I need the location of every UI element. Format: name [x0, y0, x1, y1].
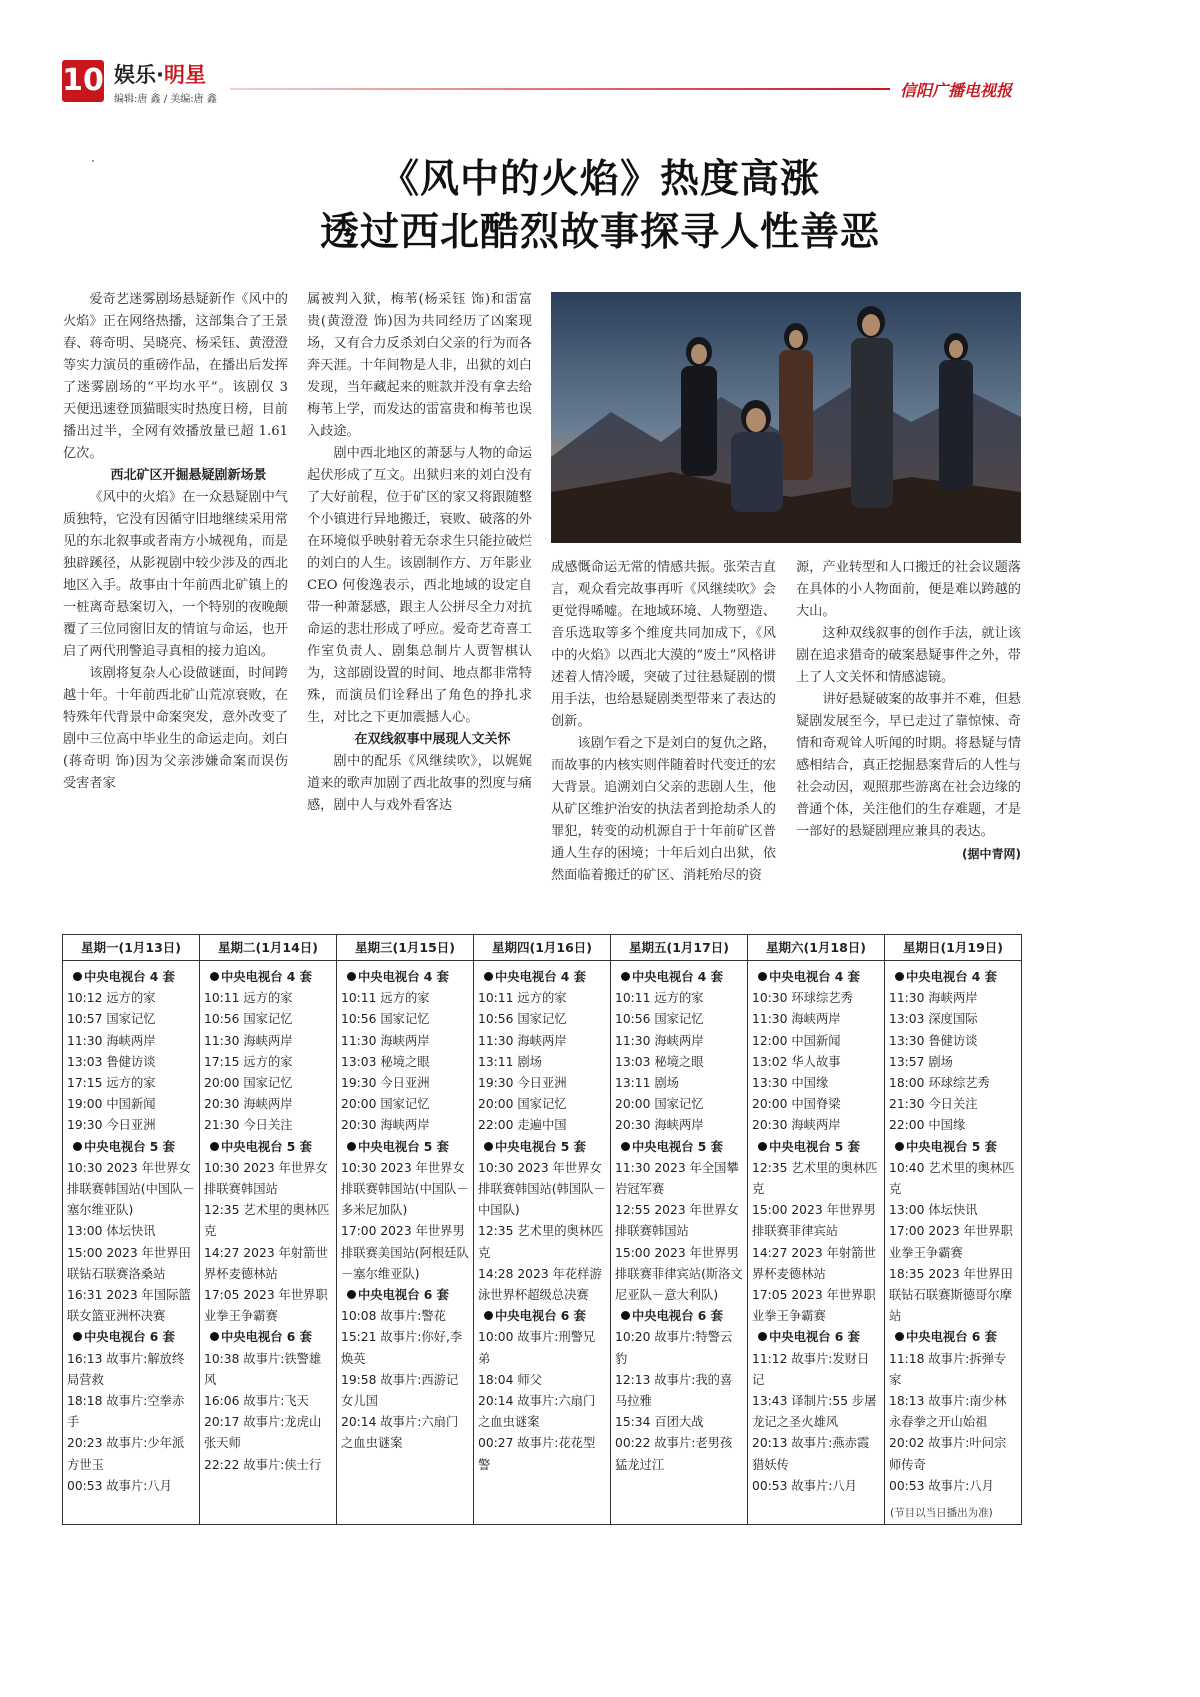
program-listing: 10:20 故事片:特警云豹 — [615, 1330, 733, 1366]
program-listing: 10:30 2023 年世界女排联赛韩国站 — [204, 1160, 328, 1197]
program-listing: 17:00 2023 年世界职业拳王争霸赛 — [889, 1224, 1013, 1260]
newspaper-name: 信阳广播电视报 — [900, 81, 1013, 100]
subhead-northwest-mining: 西北矿区开掘悬疑剧新场景 — [110, 468, 267, 483]
program-listing: 10:30 2023 年世界女排联赛韩国站(中国队－多米尼加队) — [341, 1160, 469, 1218]
channel-name: 中央电视台 5 套 — [358, 1139, 449, 1154]
program-listing: 19:00 中国新闻 — [67, 1097, 156, 1112]
channel-heading — [347, 1285, 469, 1306]
program-listing: 00:53 故事片:八月 — [752, 1478, 857, 1493]
bullet-dot-icon — [621, 972, 630, 981]
program-listing: 20:14 故事片:六扇门之血虫谜案 — [341, 1415, 459, 1451]
program-listing: 21:30 今日关注 — [204, 1118, 293, 1133]
program-listing: 13:30 中国缘 — [752, 1076, 829, 1091]
article-paragraph: 该剧乍看之下是刘白的复仇之路，而故事的内核实则伴随着时代变迁的宏大背景。追溯刘白父亲的悲剧人生，他从矿区维护治安的执法者到抢劫杀人的罪犯，转变的动机源自于十年前矿区普通人生存的困境；十年后刘白出狱，依然面临着搬迁的矿区、消耗殆尽的资 — [551, 736, 776, 883]
article-paragraph: 属被判入狱，梅苇(杨采钰 饰)和雷富贵(黄澄澄 饰)因为共同经历了凶案现场，又有合力反杀刘白父亲的行为而各奔天涯。十年间物是人非，出狱的刘白发现，当年藏起来的赃款并没有拿去给梅苇上学，而发达的雷富贵和梅苇也误入歧途。 — [307, 292, 532, 439]
channel-heading — [621, 967, 743, 988]
bullet-dot-icon — [621, 1311, 630, 1320]
bullet-dot-icon — [484, 972, 493, 981]
article-paragraph: 讲好悬疑破案的故事并不难，但悬疑剧发展至今，早已走过了靠惊悚、奇情和奇观耸人听闻的时期。将悬疑与情感相结合，真正挖掘悬案背后的人性与社会动因，观照那些游离在社会边缘的普通个体，关注他们的生存难题，才是一部好的悬疑剧理应兼具的表达。 — [796, 692, 1021, 839]
bullet-dot-icon — [758, 1332, 767, 1341]
program-listing: 20:00 国家记忆 — [615, 1097, 704, 1112]
day-cell-sun — [885, 961, 1022, 1525]
program-listing: 20:23 故事片:少年派方世玉 — [67, 1436, 185, 1472]
schedule-body-row — [63, 961, 1022, 1525]
day-header-wed: 星期三(1月15日) — [337, 935, 474, 961]
program-listing: 11:30 海峡两岸 — [615, 1033, 704, 1048]
channel-name: 中央电视台 6 套 — [221, 1330, 312, 1345]
channel-heading — [621, 1137, 743, 1158]
bullet-dot-icon — [73, 1332, 82, 1341]
article-column-2 — [307, 289, 532, 817]
program-listing: 13:03 秘境之眼 — [341, 1054, 430, 1069]
schedule-note: (节目以当日播出为准) — [890, 1507, 993, 1519]
program-listing: 17:05 2023 年世界职业拳王争霸赛 — [204, 1288, 328, 1324]
article-paragraph: 成感慨命运无常的情感共振。张荣吉直言，观众看完故事再听《风继续吹》会更觉得唏嘘。在地域环境、人物塑造、音乐选取等多个维度共同加成下，《风中的火焰》以西北大漠的“废土”风格讲述着人情冷暖，突破了过往悬疑剧的惯用手法，也给悬疑剧类型带来了表达的创新。 — [551, 560, 776, 729]
program-listing: 16:06 故事片:飞天 — [204, 1394, 309, 1409]
program-listing: 22:22 故事片:侠士行 — [204, 1457, 322, 1472]
program-listing: 15:34 百团大战 — [615, 1415, 704, 1430]
channel-name: 中央电视台 4 套 — [769, 970, 860, 984]
program-listing: 14:27 2023 年射箭世界杯麦德林站 — [204, 1245, 328, 1281]
channel-heading — [484, 1137, 606, 1158]
program-listing: 17:00 2023 年世界男排联赛美国站(阿根廷队－塞尔维亚队) — [341, 1224, 469, 1281]
section-title — [114, 59, 206, 89]
bullet-dot-icon — [895, 1332, 904, 1341]
program-listing: 19:58 故事片:西游记女儿国 — [341, 1372, 459, 1409]
article-paragraph: 剧中西北地区的萧瑟与人物的命运起伏形成了互文。出狱归来的刘白没有了大好前程，位于矿区的家又将跟随整个小镇进行异地搬迁，衰败、破落的外在环境似乎映射着无奈求生只能拉破烂的刘白的人生。该剧制作方、万年影业CEO 何俊逸表示，西北地域的设定自带一种萧瑟感，跟主人公拼尽全力对抗命运的悲壮形成了呼应。爱奇艺奇喜工作室负责人、剧集总制片人贾智棋认为，这部剧设置的时间、地点都非常特殊，而演员们诠释出了角色的挣扎求生，对比之下更加震撼人心。 — [307, 446, 532, 725]
program-listing: 10:56 国家记忆 — [204, 1012, 293, 1027]
program-listing: 14:28 2023 年花样游泳世界杯超级总决赛 — [478, 1266, 602, 1303]
channel-name: 中央电视台 4 套 — [358, 970, 449, 984]
channel-heading — [758, 967, 880, 988]
program-listing: 20:14 故事片:六扇门之血虫谜案 — [478, 1394, 596, 1430]
channel-heading — [895, 967, 1017, 988]
program-listing: 20:30 海峡两岸 — [615, 1118, 704, 1133]
day-header-sun: 星期日(1月19日) — [885, 935, 1022, 961]
article-source: (据中青网) — [962, 847, 1021, 861]
program-listing: 10:56 国家记忆 — [478, 1012, 567, 1027]
program-listing: 22:00 走遍中国 — [478, 1118, 567, 1133]
program-listing: 19:30 今日亚洲 — [67, 1118, 156, 1133]
program-listing: 10:11 远方的家 — [204, 991, 293, 1006]
program-listing: 10:11 远方的家 — [341, 991, 430, 1006]
bullet-dot-icon — [73, 972, 82, 981]
subhead-dual-narrative: 在双线叙事中展现人文关怀 — [354, 732, 511, 747]
program-listing: 11:30 海峡两岸 — [752, 1012, 841, 1027]
program-listing: 13:03 秘境之眼 — [615, 1054, 704, 1069]
program-listing: 20:13 故事片:燕赤霞猎妖传 — [752, 1436, 870, 1472]
program-listing: 20:30 海峡两岸 — [341, 1118, 430, 1133]
bullet-dot-icon — [347, 1290, 356, 1299]
bullet-dot-icon — [210, 972, 219, 981]
bullet-dot-icon — [210, 1142, 219, 1151]
channel-heading — [210, 1327, 332, 1348]
channel-name: 中央电视台 6 套 — [632, 1309, 723, 1324]
program-listing: 15:00 2023 年世界男排联赛菲律宾站 — [752, 1203, 876, 1239]
program-listing: 13:30 鲁健访谈 — [889, 1033, 978, 1048]
schedule-header-row — [63, 935, 1022, 961]
header-divider — [230, 88, 890, 90]
channel-name: 中央电视台 6 套 — [84, 1330, 175, 1345]
program-listing: 10:30 2023 年世界女排联赛韩国站(中国队－塞尔维亚队) — [67, 1160, 195, 1218]
bullet-dot-icon — [758, 1142, 767, 1151]
program-listing: 20:00 中国脊梁 — [752, 1097, 841, 1112]
article-paragraph: 爱奇艺迷雾剧场悬疑新作《风中的火焰》正在网络热播，这部集合了王景春、蒋奇明、吴晓亮、杨采钰、黄澄澄等实力演员的重磅作品，在播出后发挥了迷雾剧场的“平均水平”。该剧仅 3 天便迅速登顶猫眼实时热度日榜，目前播出过半，全网有效播放量已超 1.61 亿次。 — [63, 292, 288, 461]
article-paragraph: 源，产业转型和人口搬迁的社会议题落在具体的小人物面前，便是难以跨越的大山。 — [796, 560, 1021, 619]
channel-heading — [895, 1327, 1017, 1348]
program-listing: 10:40 艺术里的奥林匹克 — [889, 1160, 1015, 1197]
program-listing: 11:18 故事片:拆弹专家 — [889, 1351, 1007, 1387]
article-column-4 — [796, 557, 1021, 865]
bullet-dot-icon — [621, 1142, 630, 1151]
headline-line-1: 《风中的火焰》热度高涨 — [379, 157, 820, 202]
bullet-dot-icon — [758, 972, 767, 981]
program-listing: 11:30 2023 年全国攀岩冠军赛 — [615, 1160, 739, 1197]
program-listing: 10:38 故事片:铁警雄风 — [204, 1351, 322, 1387]
program-listing: 18:35 2023 年世界田联钻石联赛斯德哥尔摩站 — [889, 1266, 1013, 1324]
program-listing: 10:30 2023 年世界女排联赛韩国站(韩国队－中国队) — [478, 1160, 606, 1218]
article-column-1 — [63, 289, 288, 795]
program-listing: 18:00 环球综艺秀 — [889, 1076, 990, 1091]
bullet-dot-icon — [895, 1142, 904, 1151]
program-listing: 10:00 故事片:刑警兄弟 — [478, 1330, 596, 1366]
program-listing: 10:11 远方的家 — [478, 991, 567, 1006]
program-listing: 11:12 故事片:发财日记 — [752, 1351, 870, 1387]
program-listing: 16:13 故事片:解放终局营救 — [67, 1351, 185, 1387]
program-listing: 11:30 海峡两岸 — [67, 1033, 156, 1048]
channel-name: 中央电视台 4 套 — [632, 970, 723, 984]
program-listing: 12:00 中国新闻 — [752, 1033, 841, 1048]
headline-line-2: 透过西北酷烈故事探寻人性善恶 — [319, 210, 880, 255]
channel-name: 中央电视台 4 套 — [906, 970, 997, 984]
program-listing: 17:15 远方的家 — [204, 1054, 293, 1069]
program-listing: 13:02 华人故事 — [752, 1054, 841, 1069]
program-listing: 10:11 远方的家 — [615, 991, 704, 1006]
program-listing: 17:15 远方的家 — [67, 1076, 156, 1091]
channel-name: 中央电视台 5 套 — [495, 1139, 586, 1154]
bullet-dot-icon — [210, 1332, 219, 1341]
drama-still-illustration — [551, 292, 1021, 543]
bullet-dot-icon — [484, 1142, 493, 1151]
program-listing: 12:35 艺术里的奥林匹克 — [478, 1224, 604, 1260]
program-listing: 10:12 远方的家 — [67, 991, 156, 1006]
program-listing: 13:11 剧场 — [615, 1076, 679, 1091]
bullet-dot-icon — [484, 1311, 493, 1320]
program-listing: 10:56 国家记忆 — [615, 1012, 704, 1027]
program-listing: 00:53 故事片:八月 — [67, 1478, 172, 1493]
article-column-3 — [551, 557, 776, 887]
channel-name: 中央电视台 4 套 — [495, 970, 586, 984]
program-listing: 20:02 故事片:叶问宗师传奇 — [889, 1436, 1007, 1472]
channel-name: 中央电视台 5 套 — [632, 1139, 723, 1154]
channel-name: 中央电视台 5 套 — [769, 1139, 860, 1154]
channel-name: 中央电视台 6 套 — [358, 1288, 449, 1303]
day-header-mon: 星期一(1月13日) — [63, 935, 200, 961]
day-cell-sat — [748, 961, 885, 1525]
channel-heading — [484, 967, 606, 988]
channel-heading — [347, 967, 469, 988]
channel-name: 中央电视台 6 套 — [769, 1330, 860, 1345]
program-listing: 13:43 译制片:55 步屠龙记之圣火雄风 — [752, 1394, 877, 1430]
channel-name: 中央电视台 5 套 — [84, 1139, 175, 1154]
program-listing: 18:04 师父 — [478, 1372, 542, 1387]
program-listing: 10:56 国家记忆 — [341, 1012, 430, 1027]
tv-schedule-table — [62, 934, 1022, 1525]
bullet-dot-icon — [347, 1142, 356, 1151]
article-paragraph: 该剧将复杂人心设做谜面，时间跨越十年。十年前西北矿山荒凉衰败，在特殊年代背景中命案突发，意外改变了剧中三位高中毕业生的命运走向。刘白(蒋奇明 饰)因为父亲涉嫌命案而误伤受害者家 — [63, 666, 288, 791]
program-listing: 19:30 今日亚洲 — [478, 1076, 567, 1091]
day-header-sat: 星期六(1月18日) — [748, 935, 885, 961]
article-paragraph: 剧中的配乐《风继续吹》，以娓娓道来的歌声加剧了西北故事的烈度与痛感，剧中人与戏外看客达 — [307, 754, 532, 813]
channel-name: 中央电视台 4 套 — [84, 970, 175, 984]
program-listing: 20:30 海峡两岸 — [204, 1097, 293, 1112]
channel-heading — [73, 1327, 195, 1348]
program-listing: 11:30 海峡两岸 — [889, 991, 978, 1006]
program-listing: 10:08 故事片:警花 — [341, 1309, 446, 1324]
program-listing: 20:17 故事片:龙虎山张天师 — [204, 1415, 322, 1451]
program-listing: 21:30 今日关注 — [889, 1097, 978, 1112]
channel-heading — [73, 967, 195, 988]
day-header-thu: 星期四(1月16日) — [474, 935, 611, 961]
page-number: 10 — [62, 60, 104, 102]
program-listing: 13:00 体坛快讯 — [67, 1224, 156, 1239]
channel-heading — [895, 1137, 1017, 1158]
program-listing: 17:05 2023 年世界职业拳王争霸赛 — [752, 1288, 876, 1324]
program-listing: 22:00 中国缘 — [889, 1118, 966, 1133]
program-listing: 18:13 故事片:南少林永春拳之开山始祖 — [889, 1394, 1007, 1430]
program-listing: 12:35 艺术里的奥林匹克 — [204, 1203, 330, 1239]
channel-heading — [758, 1137, 880, 1158]
day-cell-wed — [337, 961, 474, 1525]
article-paragraph: 《风中的火焰》在一众悬疑剧中气质独特，它没有因循守旧地继续采用常见的东北叙事或者南方小城视角，而是独辟蹊径，从影视剧中较少涉及的西北地区入手。故事由十年前西北矿镇上的一桩离奇悬案切入，一个特别的夜晚颠覆了三位同窗旧友的情谊与命运，也开启了两代刑警追寻真相的接力追凶。 — [63, 490, 288, 659]
program-listing: 20:00 国家记忆 — [341, 1097, 430, 1112]
program-listing: 16:31 2023 年国际篮联女篮亚洲杯决赛 — [67, 1288, 191, 1324]
program-listing: 12:55 2023 年世界女排联赛韩国站 — [615, 1203, 739, 1239]
program-listing: 12:13 故事片:我的喜马拉雅 — [615, 1372, 733, 1409]
program-listing: 00:53 故事片:八月 — [889, 1478, 994, 1493]
program-listing: 20:00 国家记忆 — [478, 1097, 567, 1112]
channel-name: 中央电视台 5 套 — [906, 1139, 997, 1154]
channel-heading — [210, 1137, 332, 1158]
channel-name: 中央电视台 6 套 — [495, 1309, 586, 1324]
program-listing: 13:00 体坛快讯 — [889, 1203, 978, 1218]
program-listing: 11:30 海峡两岸 — [478, 1033, 567, 1048]
editor-credits: 编辑:唐 鑫 / 美编:唐 鑫 — [114, 94, 217, 105]
day-cell-thu — [474, 961, 611, 1525]
program-listing: 15:00 2023 年世界田联钻石联赛洛桑站 — [67, 1245, 191, 1281]
day-header-tue: 星期二(1月14日) — [200, 935, 337, 961]
program-listing: 00:27 故事片:花花型警 — [478, 1436, 596, 1472]
bullet-dot-icon — [347, 972, 356, 981]
section-label-highlight: 明星 — [163, 63, 206, 87]
program-listing: 13:57 剧场 — [889, 1054, 953, 1069]
section-label: 娱乐· — [114, 63, 164, 87]
channel-heading — [73, 1137, 195, 1158]
channel-name: 中央电视台 4 套 — [221, 970, 312, 984]
day-cell-fri — [611, 961, 748, 1525]
article-paragraph: 这种双线叙事的创作手法，就让该剧在追求猎奇的破案悬疑事件之外，带上了人文关怀和情感滤镜。 — [796, 626, 1021, 685]
channel-heading — [210, 967, 332, 988]
program-listing: 12:35 艺术里的奥林匹克 — [752, 1160, 878, 1197]
program-listing: 10:57 国家记忆 — [67, 1012, 156, 1027]
program-listing: 20:30 海峡两岸 — [752, 1118, 841, 1133]
day-cell-mon — [63, 961, 200, 1525]
day-header-fri: 星期五(1月17日) — [611, 935, 748, 961]
bullet-dot-icon — [73, 1142, 82, 1151]
channel-heading — [758, 1327, 880, 1348]
channel-heading — [621, 1306, 743, 1327]
channel-heading — [347, 1137, 469, 1158]
channel-name: 中央电视台 5 套 — [221, 1139, 312, 1154]
channel-heading — [484, 1306, 606, 1327]
program-listing: 13:03 鲁健访谈 — [67, 1054, 156, 1069]
program-listing: 19:30 今日亚洲 — [341, 1076, 430, 1091]
program-listing: 10:30 环球综艺秀 — [752, 991, 853, 1006]
program-listing: 11:30 海峡两岸 — [204, 1033, 293, 1048]
program-listing: 15:21 故事片:你好,李焕英 — [341, 1330, 463, 1366]
program-listing: 11:30 海峡两岸 — [341, 1033, 430, 1048]
program-listing: 13:11 剧场 — [478, 1054, 542, 1069]
program-listing: 00:22 故事片:老男孩猛龙过江 — [615, 1436, 733, 1472]
program-listing: 14:27 2023 年射箭世界杯麦德林站 — [752, 1245, 876, 1281]
program-listing: 13:03 深度国际 — [889, 1012, 978, 1027]
day-cell-tue — [200, 961, 337, 1525]
program-listing: 15:00 2023 年世界男排联赛菲律宾站(斯洛文尼亚队－意大利队) — [615, 1245, 743, 1303]
program-listing: 18:18 故事片:空拳赤手 — [67, 1394, 185, 1430]
drama-still-photo — [551, 292, 1021, 543]
channel-name: 中央电视台 6 套 — [906, 1330, 997, 1345]
bullet-dot-icon — [895, 972, 904, 981]
program-listing: 20:00 国家记忆 — [204, 1076, 293, 1091]
